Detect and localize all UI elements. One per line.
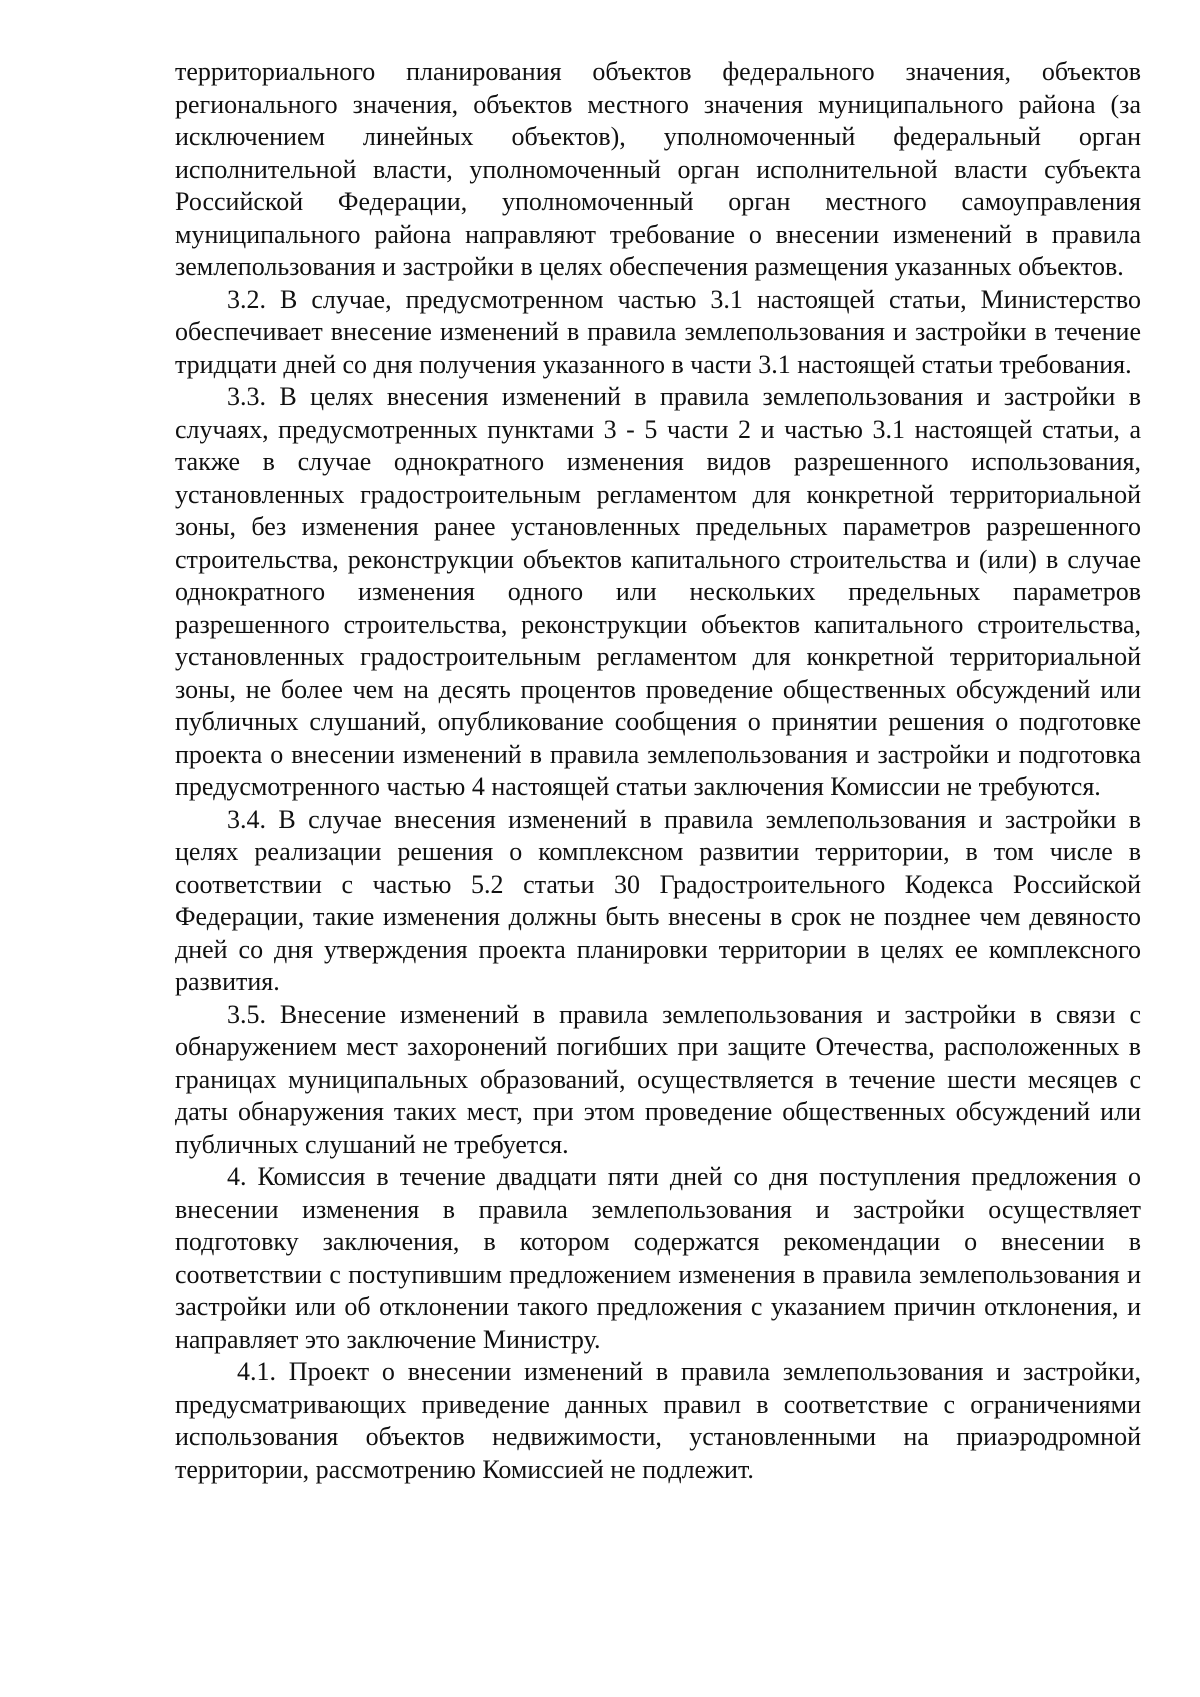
paragraph-4-1: 4.1. Проект о внесении изменений в правила землепользования и застройки, предусматривающих приведение данных правил в соответствие с ограничениями использования объектов недвижимости, установленными на приаэродромной территории, рассмотрению Комиссией не подлежит. [175,1357,1141,1484]
paragraph-continuation: территориального планирования объектов федерального значения, объектов регионального значения, объектов местного значения муниципального района (за исключением линейных объектов), уполномоченный федеральный орган исполнительной власти, уполномоченный орган исполнительной власти субъекта Российской Федерации, уполномоченный орган местного самоуправления муниципального района направляют требование о внесении изменений в правила землепользования и застройки в целях обеспечения размещения указанных объектов. [175,57,1141,281]
paragraph-3-2: 3.2. В случае, предусмотренном частью 3.1 настоящей статьи, Министерство обеспечивает внесение изменений в правила землепользования и застройки в течение тридцати дней со дня получения указанного в части 3.1 настоящей статьи требования. [175,284,1141,379]
document-page [175,56,1141,1486]
paragraph-4: 4. Комиссия в течение двадцати пяти дней со дня поступления предложения о внесении изменения в правила землепользования и застройки осуществляет подготовку заключения, в котором содержатся рекомендации о внесении в соответствии с поступившим предложением изменения в правила землепользования и застройки или об отклонении такого предложения с указанием причин отклонения, и направляет это заключение Министру. [175,1162,1141,1354]
paragraph-3-5: 3.5. Внесение изменений в правила землепользования и застройки в связи с обнаружением мест захоронений погибших при защите Отечества, расположенных в границах муниципальных образований, осуществляется в течение шести месяцев с даты обнаружения таких мест, при этом проведение общественных обсуждений или публичных слушаний не требуется. [175,999,1141,1159]
paragraph-3-4: 3.4. В случае внесения изменений в правила землепользования и застройки в целях реализации решения о комплексном развитии территории, в том числе в соответствии с частью 5.2 статьи 30 Градостроительного Кодекса Российской Федерации, такие изменения должны быть внесены в срок не позднее чем девяносто дней со дня утверждения проекта планировки территории в целях ее комплексного развития. [175,804,1141,996]
paragraph-3-3: 3.3. В целях внесения изменений в правила землепользования и застройки в случаях, предусмотренных пунктами 3 - 5 части 2 и частью 3.1 настоящей статьи, а также в случае однократного изменения видов разрешенного использования, установленных градостроительным регламентом для конкретной территориальной зоны, без изменения ранее установленных предельных параметров разрешенного строительства, реконструкции объектов капитального строительства и (или) в случае однократного изменения одного или нескольких предельных параметров разрешенного строительства, реконструкции объектов капитального строительства, установленных градостроительным регламентом для конкретной территориальной зоны, не более чем на десять процентов проведение общественных обсуждений или публичных слушаний, опубликование сообщения о принятии решения о подготовке проекта о внесении изменений в правила землепользования и застройки и подготовка предусмотренного частью 4 настоящей статьи заключения Комиссии не требуются. [175,382,1141,801]
